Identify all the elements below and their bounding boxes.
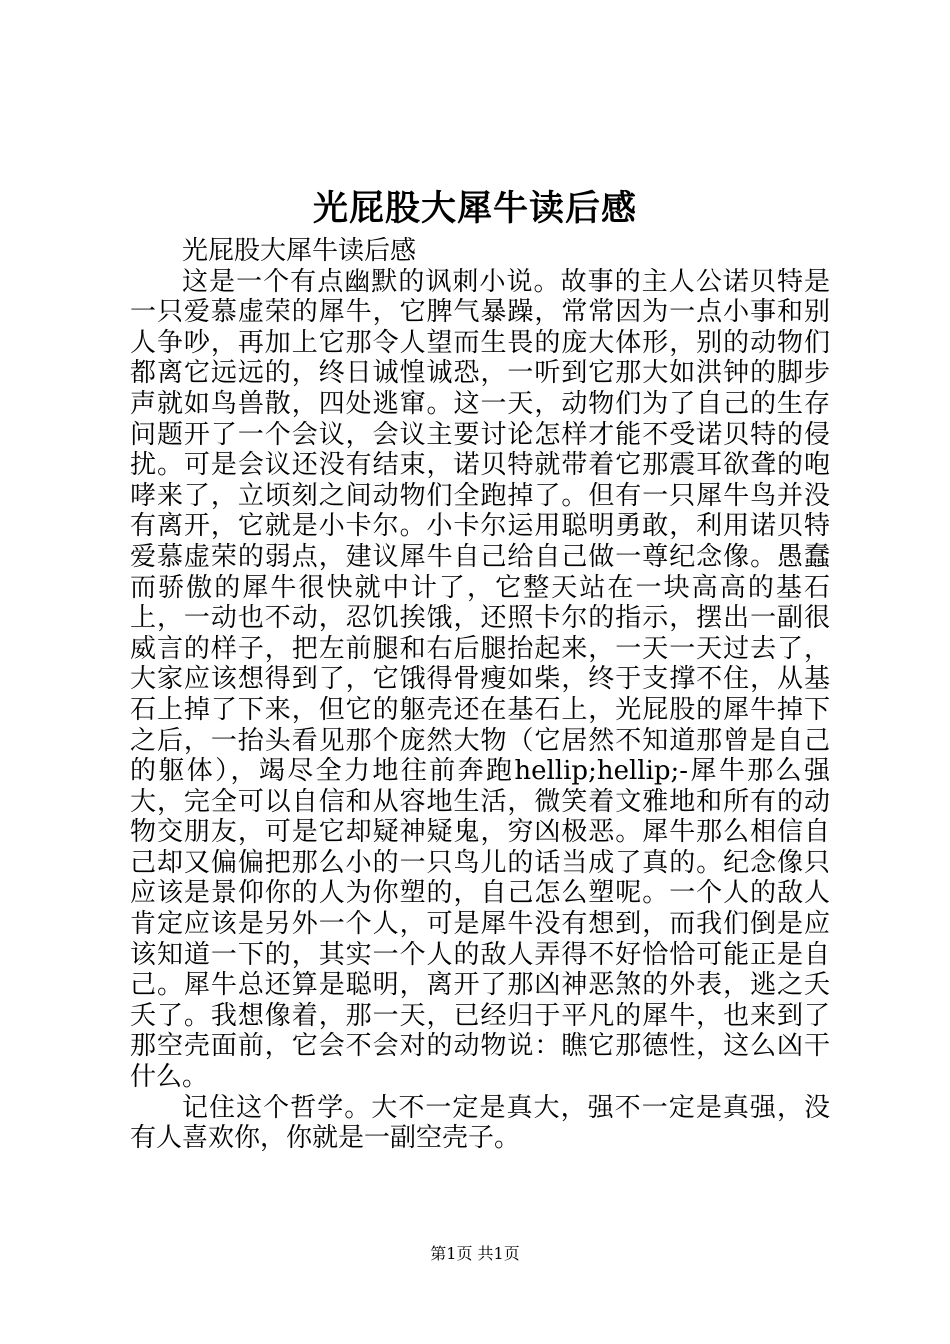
- page-footer: 第1页 共1页: [430, 1244, 520, 1263]
- document-title: 光屁股大犀牛读后感: [312, 188, 637, 229]
- document-body: [130, 236, 830, 1154]
- paragraph-conclusion: 记住这个哲学。大不一定是真大，强不一定是真强，没有人喜欢你，你就是一副空壳子。: [130, 1092, 830, 1154]
- paragraph-main: 这是一个有点幽默的讽刺小说。故事的主人公诺贝特是一只爱慕虚荣的犀牛，它脾气暴躁，常常因为一点小事和别人争吵，再加上它那令人望而生畏的庞大体形，别的动物们都离它远远的，终日诚惶诚恐，一听到它那大如洪钟的脚步声就如鸟兽散，四处逃窜。这一天，动物们为了自己的生存问题开了一个会议，会议主要讨论怎样才能不受诺贝特的侵扰。可是会议还没有结束，诺贝特就带着它那震耳欲聋的咆哮来了，立顷刻之间动物们全跑掉了。但有一只犀牛鸟并没有离开，它就是小卡尔。小卡尔运用聪明勇敢，利用诺贝特爱慕虚荣的弱点，建议犀牛自己给自己做一尊纪念像。愚蠢而骄傲的犀牛很快就中计了，它整天站在一块高高的基石上，一动也不动，忍饥挨饿，还照卡尔的指示，摆出一副很威言的样子，把左前腿和右后腿抬起来，一天一天过去了，大家应该想得到了，它饿得骨瘦如柴，终于支撑不住，从基石上掉了下来，但它的躯壳还在基石上，光屁股的犀牛掉下之后，一抬头看见那个庞然大物（它居然不知道那曾是自己的躯体），竭尽全力地往前奔跑hellip;hellip;-犀牛那么强大，完全可以自信和从容地生活，微笑着文雅地和所有的动物交朋友，可是它却疑神疑鬼，穷凶极恶。犀牛那么相信自己却又偏偏把那么小的一只鸟儿的话当成了真的。纪念像只应该是景仰你的人为你塑的，自己怎么塑呢。一个人的敌人肯定应该是另外一个人，可是犀牛没有想到，而我们倒是应该知道一下的，其实一个人的敌人弄得不好恰恰可能正是自己。犀牛总还算是聪明，离开了那凶神恶煞的外表，逃之夭夭了。我想像着，那一天，已经归于平凡的犀牛，也来到了那空壳面前，它会不会对的动物说：瞧它那德性，这么凶干什么。: [130, 266, 830, 1093]
- paragraph-subtitle: 光屁股大犀牛读后感: [182, 236, 417, 266]
